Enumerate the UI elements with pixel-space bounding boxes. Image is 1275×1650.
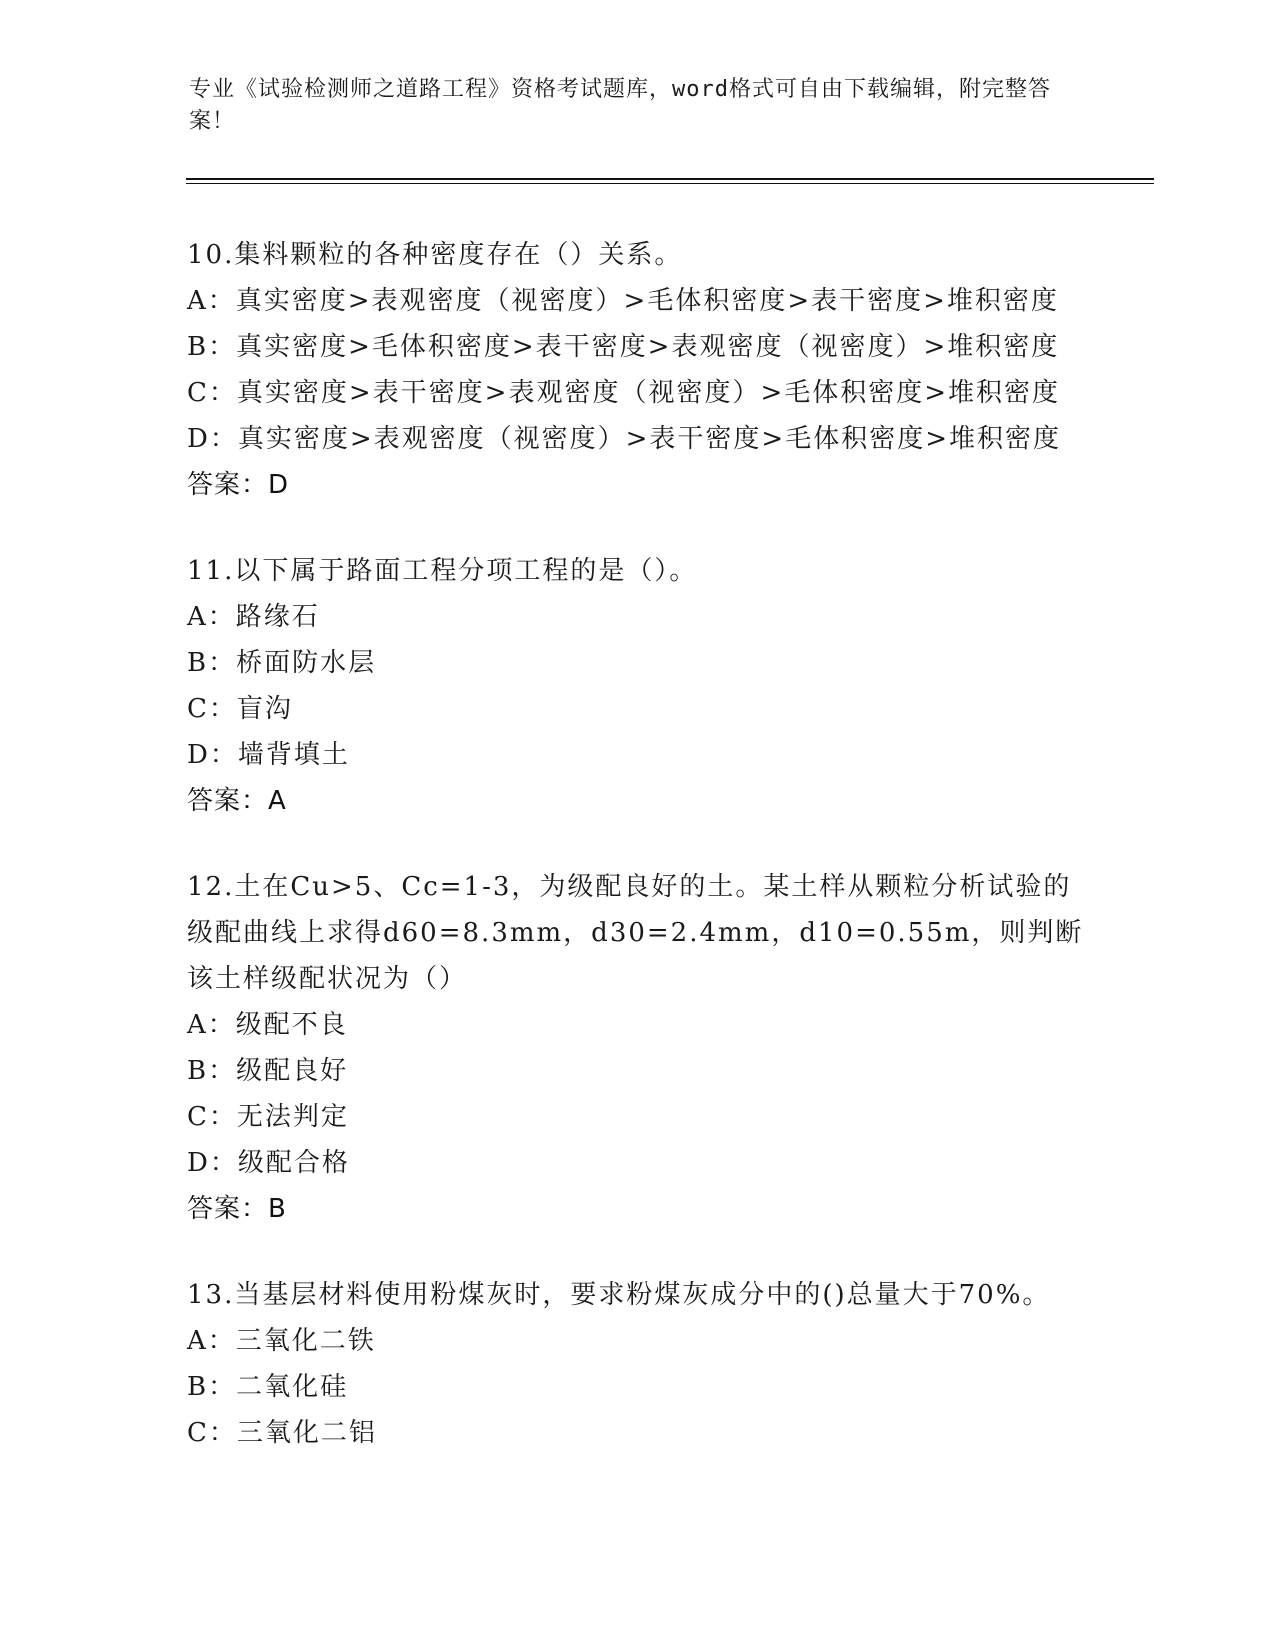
header-rule-bottom xyxy=(186,183,1154,184)
question-10 xyxy=(187,232,1087,508)
option-a: A：真实密度>表观密度（视密度）>毛体积密度>表干密度>堆积密度 xyxy=(187,286,1059,316)
option-c: C：无法判定 xyxy=(187,1102,349,1132)
question-13 xyxy=(187,1272,1087,1456)
option-c: C：盲沟 xyxy=(187,694,293,724)
question-stem: 12.土在Cu>5、Cc=1-3，为级配良好的土。某土样从颗粒分析试验的级配曲线上求得d60=8.3mm，d30=2.4mm，d10=0.55m，则判断该土样级配状况为（） xyxy=(187,872,1084,994)
option-a: A：三氧化二铁 xyxy=(187,1326,376,1356)
question-stem: 13.当基层材料使用粉煤灰时，要求粉煤灰成分中的()总量大于70%。 xyxy=(187,1280,1051,1310)
question-stem: 10.集料颗粒的各种密度存在（）关系。 xyxy=(187,240,683,270)
answer-line: 答案：B xyxy=(187,1194,287,1224)
option-c: C：三氧化二铝 xyxy=(187,1418,377,1448)
option-c: C：真实密度>表干密度>表观密度（视密度）>毛体积密度>堆积密度 xyxy=(187,378,1061,408)
option-b: B：真实密度>毛体积密度>表干密度>表观密度（视密度）>堆积密度 xyxy=(187,332,1060,362)
option-d: D：级配合格 xyxy=(187,1148,350,1178)
answer-line: 答案：A xyxy=(187,786,287,816)
question-12 xyxy=(187,864,1087,1232)
option-b: B：级配良好 xyxy=(187,1056,349,1086)
document-header: 专业《试验检测师之道路工程》资格考试题库，word格式可自由下载编辑，附完整答案！ xyxy=(189,77,1051,134)
question-list xyxy=(187,232,1087,1496)
answer-line: 答案：D xyxy=(187,470,290,500)
option-a: A：级配不良 xyxy=(187,1010,348,1040)
header-rule-top xyxy=(186,178,1154,180)
option-b: B：二氧化硅 xyxy=(187,1372,349,1402)
question-stem: 11.以下属于路面工程分项工程的是（）。 xyxy=(187,556,698,586)
option-d: D：真实密度>表观密度（视密度）>表干密度>毛体积密度>堆积密度 xyxy=(187,424,1061,454)
option-d: D：墙背填土 xyxy=(187,740,350,770)
question-11 xyxy=(187,548,1087,824)
option-b: B：桥面防水层 xyxy=(187,648,377,678)
option-a: A：路缘石 xyxy=(187,602,320,632)
